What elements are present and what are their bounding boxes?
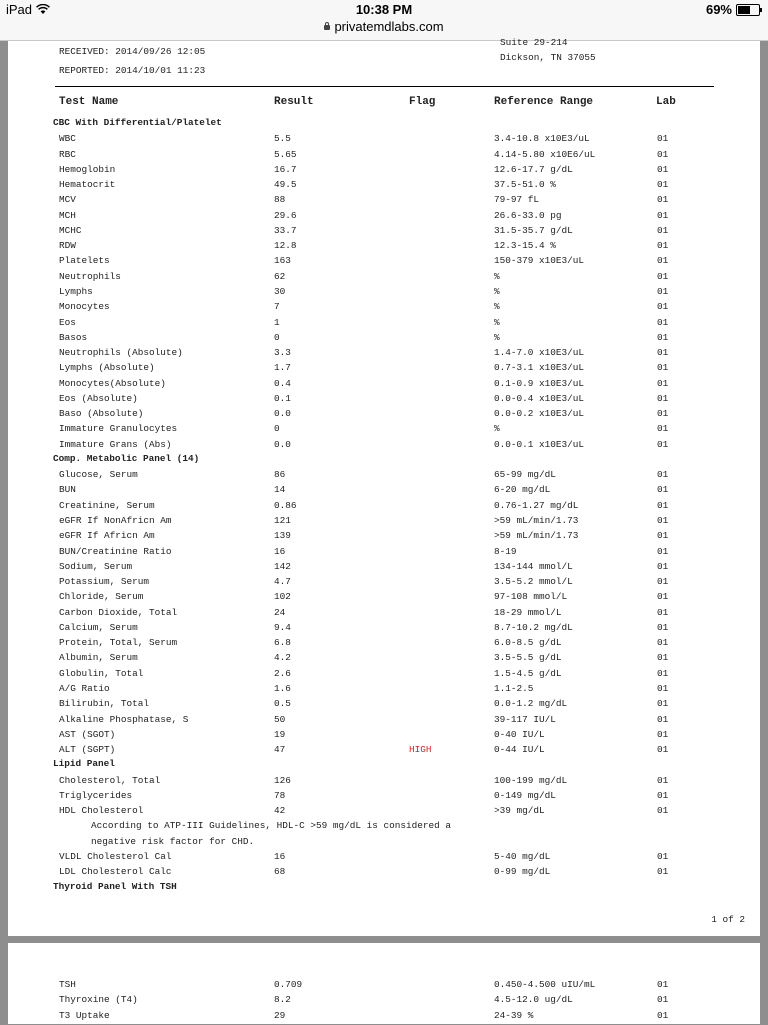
test-name: TSH [59, 979, 76, 990]
table-row [8, 561, 760, 576]
test-result: 5.5 [274, 133, 291, 145]
table-row [8, 393, 760, 408]
lab-code: 01 [657, 194, 669, 206]
table-row [8, 790, 760, 805]
test-name: Protein, Total, Serum [59, 637, 178, 649]
table-row [8, 469, 760, 484]
table-row [8, 622, 760, 637]
reference-range: 1.1-2.5 [494, 682, 534, 694]
test-name: Eos (Absolute) [59, 392, 138, 404]
lab-code: 01 [657, 652, 669, 664]
test-result: 42 [274, 805, 286, 817]
reference-range: >59 mL/min/1.73 [494, 515, 579, 527]
table-row [8, 362, 760, 377]
reference-range: 4.14-5.80 x10E6/uL [494, 148, 596, 160]
table-row [8, 378, 760, 393]
section-heading: Thyroid Panel With TSH [53, 880, 177, 892]
test-result: 8.2 [274, 994, 291, 1006]
test-name: Creatinine, Serum [59, 499, 155, 511]
reference-range: % [494, 331, 500, 343]
table-row [8, 775, 760, 790]
test-name: MCHC [59, 224, 82, 236]
report-page-1 [8, 37, 760, 936]
test-name: Eos [59, 316, 76, 328]
table-row [8, 179, 760, 194]
status-bar [0, 0, 768, 20]
reference-range: 0.0-0.4 x10E3/uL [494, 392, 585, 404]
lab-code: 01 [657, 560, 669, 572]
test-result: 30 [274, 285, 286, 297]
reference-range: 18-29 mmol/L [494, 606, 562, 618]
table-row [8, 546, 760, 561]
lab-code: 01 [657, 148, 669, 160]
test-result: 6.8 [274, 637, 291, 649]
lab-code: 01 [657, 1009, 669, 1021]
table-row [8, 866, 760, 881]
lab-code: 01 [657, 850, 669, 862]
table-row [8, 637, 760, 652]
table-row [8, 332, 760, 347]
test-name: Immature Grans (Abs) [59, 438, 172, 450]
section-heading: CBC With Differential/Platelet [53, 117, 222, 128]
table-row [8, 301, 760, 316]
reference-range: 0.76-1.27 mg/dL [494, 499, 579, 511]
lab-code: 01 [657, 682, 669, 694]
header-divider [55, 86, 714, 87]
table-row [8, 240, 760, 255]
test-name: ALT (SGPT) [59, 744, 116, 756]
table-row [8, 729, 760, 744]
lab-code: 01 [657, 255, 669, 267]
reference-range: 5-40 mg/dL [494, 850, 551, 862]
test-name: Platelets [59, 255, 110, 267]
lab-code: 01 [657, 484, 669, 496]
lab-code: 01 [657, 133, 669, 145]
test-name: Lymphs [59, 285, 93, 297]
lab-code: 01 [657, 270, 669, 282]
reference-range: 1.5-4.5 g/dL [494, 667, 562, 679]
lab-code: 01 [657, 408, 669, 420]
test-name: Chloride, Serum [59, 591, 144, 603]
test-result: 2.6 [274, 667, 291, 679]
page-number: 1 of 2 [711, 914, 745, 925]
lab-code: 01 [657, 392, 669, 404]
test-name: Monocytes(Absolute) [59, 377, 166, 389]
reference-range: 0.7-3.1 x10E3/uL [494, 362, 585, 374]
test-result: 4.2 [274, 652, 291, 664]
test-name: Basos [59, 331, 88, 343]
lab-code: 01 [657, 499, 669, 511]
table-row [8, 683, 760, 698]
reference-range: 0.0-0.2 x10E3/uL [494, 408, 585, 420]
test-result: 68 [274, 866, 286, 878]
test-result: 9.4 [274, 621, 291, 633]
test-result: 0.709 [274, 979, 303, 990]
column-reference-range: Reference Range [494, 96, 594, 108]
lab-code: 01 [657, 789, 669, 801]
reference-range: 97-108 mmol/L [494, 591, 568, 603]
test-result: 49.5 [274, 179, 297, 191]
test-result: 0 [274, 331, 280, 343]
test-name: Calcium, Serum [59, 621, 138, 633]
test-result: 88 [274, 194, 286, 206]
test-name: LDL Cholesterol Calc [59, 866, 172, 878]
lab-code: 01 [657, 347, 669, 359]
test-name: Glucose, Serum [59, 469, 138, 481]
table-row [8, 994, 760, 1009]
test-result: 0.0 [274, 438, 291, 450]
test-result: 1.6 [274, 682, 291, 694]
reference-range: 26.6-33.0 pg [494, 209, 562, 221]
test-name: Cholesterol, Total [59, 774, 161, 786]
reference-range: 0-44 IU/L [494, 744, 545, 756]
test-result: 16 [274, 850, 286, 862]
test-result: 3.3 [274, 347, 291, 359]
test-name: Monocytes [59, 301, 110, 313]
table-row [8, 194, 760, 209]
table-row [8, 225, 760, 240]
reference-range: 0.0-1.2 mg/dL [494, 698, 568, 710]
lab-code: 01 [657, 240, 669, 252]
lab-code: 01 [657, 316, 669, 328]
test-result: 102 [274, 591, 291, 603]
test-result: 4.7 [274, 576, 291, 588]
test-name: eGFR If Africn Am [59, 530, 155, 542]
test-name: T3 Uptake [59, 1009, 110, 1021]
test-name: WBC [59, 133, 76, 145]
reference-range: 24-39 % [494, 1009, 534, 1021]
lab-code: 01 [657, 576, 669, 588]
reference-range: % [494, 301, 500, 313]
lab-code: 01 [657, 667, 669, 679]
lab-code: 01 [657, 805, 669, 817]
reference-range: >59 mL/min/1.73 [494, 530, 579, 542]
reference-range: % [494, 270, 500, 282]
lab-code: 01 [657, 515, 669, 527]
reference-range: 12.6-17.7 g/dL [494, 163, 573, 175]
column-flag: Flag [409, 96, 436, 108]
reference-range: 37.5-51.0 % [494, 179, 556, 191]
test-name: Alkaline Phosphatase, S [59, 713, 189, 725]
reference-range: 150-379 x10E3/uL [494, 255, 585, 267]
test-result: 14 [274, 484, 286, 496]
table-row [8, 164, 760, 179]
table-row [8, 851, 760, 866]
reference-range: 65-99 mg/dL [494, 469, 556, 481]
table-row [8, 317, 760, 332]
address-line-1: Suite 29-214 [500, 37, 568, 48]
lab-code: 01 [657, 545, 669, 557]
result-note: negative risk factor for CHD. [91, 835, 255, 847]
status-right [706, 2, 760, 17]
lab-code: 01 [657, 637, 669, 649]
test-name: Hemoglobin [59, 163, 116, 175]
reference-range: 6-20 mg/dL [494, 484, 551, 496]
test-result: 12.8 [274, 240, 297, 252]
test-result: 0.1 [274, 392, 291, 404]
reference-range: % [494, 423, 500, 435]
lab-code: 01 [657, 530, 669, 542]
lab-code: 01 [657, 377, 669, 389]
reference-range: 39-117 IU/L [494, 713, 556, 725]
reference-range: 3.5-5.5 g/dL [494, 652, 562, 664]
test-name: MCV [59, 194, 76, 206]
lab-code: 01 [657, 179, 669, 191]
test-result: 5.65 [274, 148, 297, 160]
test-name: RDW [59, 240, 76, 252]
table-row [8, 149, 760, 164]
reference-range: 8-19 [494, 545, 517, 557]
test-name: BUN [59, 484, 76, 496]
lab-code: 01 [657, 362, 669, 374]
test-name: eGFR If NonAfricn Am [59, 515, 172, 527]
test-result: 47 [274, 744, 286, 756]
reference-range: % [494, 316, 500, 328]
test-name: Immature Granulocytes [59, 423, 178, 435]
table-row [8, 423, 760, 438]
address-line-2: Dickson, TN 37055 [500, 52, 596, 63]
column-lab: Lab [656, 96, 676, 108]
test-name: RBC [59, 148, 76, 160]
reference-range: 0-40 IU/L [494, 728, 545, 740]
test-result: 0.5 [274, 698, 291, 710]
table-row [8, 591, 760, 606]
test-result: 16.7 [274, 163, 297, 175]
lab-code: 01 [657, 163, 669, 175]
lab-code: 01 [657, 438, 669, 450]
test-result: 121 [274, 515, 291, 527]
test-result: 0.4 [274, 377, 291, 389]
reference-range: 0-149 mg/dL [494, 789, 556, 801]
lab-code: 01 [657, 994, 669, 1006]
test-result: 0 [274, 423, 280, 435]
test-name: Bilirubin, Total [59, 698, 150, 710]
column-result: Result [274, 96, 314, 108]
test-result: 33.7 [274, 224, 297, 236]
lab-code: 01 [657, 979, 669, 990]
lab-code: 01 [657, 301, 669, 313]
table-row [8, 255, 760, 270]
device-label: iPad [6, 2, 33, 17]
table-row [8, 133, 760, 148]
test-result: 19 [274, 728, 286, 740]
test-name: VLDL Cholesterol Cal [59, 850, 172, 862]
test-result: 7 [274, 301, 280, 313]
test-result: 126 [274, 774, 291, 786]
table-row [8, 805, 760, 820]
test-name: Potassium, Serum [59, 576, 150, 588]
lab-code: 01 [657, 621, 669, 633]
table-row [8, 484, 760, 499]
lab-code: 01 [657, 698, 669, 710]
result-note: According to ATP-III Guidelines, HDL-C >59 mg/dL is considered a [91, 820, 452, 832]
test-result: 139 [274, 530, 291, 542]
table-row [8, 1010, 760, 1025]
url-text[interactable]: privatemdlabs.com [334, 19, 444, 34]
report-page-2 [8, 943, 760, 1024]
test-name: Triglycerides [59, 789, 133, 801]
reference-range: 3.4-10.8 x10E3/uL [494, 133, 590, 145]
reported-date: REPORTED: 2014/10/01 11:23 [59, 65, 206, 76]
reference-range: 31.5-35.7 g/dL [494, 224, 573, 236]
lab-code: 01 [657, 285, 669, 297]
table-row [8, 515, 760, 530]
section-heading: Comp. Metabolic Panel (14) [53, 452, 200, 464]
test-name: Neutrophils [59, 270, 121, 282]
table-row [8, 347, 760, 362]
lab-code: 01 [657, 606, 669, 618]
table-row [8, 652, 760, 667]
reference-range: % [494, 285, 500, 297]
test-result: 0.86 [274, 499, 297, 511]
lab-code: 01 [657, 774, 669, 786]
lab-code: 01 [657, 224, 669, 236]
table-row [8, 698, 760, 713]
test-name: Lymphs (Absolute) [59, 362, 155, 374]
table-row [8, 979, 760, 994]
test-name: Globulin, Total [59, 667, 144, 679]
lab-code: 01 [657, 331, 669, 343]
table-row [8, 668, 760, 683]
table-row [8, 607, 760, 622]
table-row [8, 744, 760, 759]
reference-range: 12.3-15.4 % [494, 240, 556, 252]
reference-range: 0.450-4.500 uIU/mL [494, 979, 596, 990]
table-row [8, 210, 760, 225]
lab-code: 01 [657, 209, 669, 221]
test-result: 50 [274, 713, 286, 725]
table-row [8, 439, 760, 454]
table-row [8, 714, 760, 729]
test-result: 163 [274, 255, 291, 267]
battery-icon [736, 4, 760, 16]
reference-range: 134-144 mmol/L [494, 560, 573, 572]
test-name: MCH [59, 209, 76, 221]
received-date: RECEIVED: 2014/09/26 12:05 [59, 46, 206, 57]
lock-icon [324, 25, 330, 30]
test-result: 1.7 [274, 362, 291, 374]
reference-range: 1.4-7.0 x10E3/uL [494, 347, 585, 359]
status-time: 10:38 PM [355, 2, 413, 17]
column-test-name: Test Name [59, 96, 119, 108]
reference-range: 0.0-0.1 x10E3/uL [494, 438, 585, 450]
test-name: Baso (Absolute) [59, 408, 144, 420]
test-name: Albumin, Serum [59, 652, 138, 664]
reference-range: 6.0-8.5 g/dL [494, 637, 562, 649]
reference-range: >39 mg/dL [494, 805, 545, 817]
table-row [8, 408, 760, 423]
reference-range: 8.7-10.2 mg/dL [494, 621, 573, 633]
test-name: Carbon Dioxide, Total [59, 606, 178, 618]
test-result: 86 [274, 469, 286, 481]
reference-range: 3.5-5.2 mmol/L [494, 576, 573, 588]
test-name: A/G Ratio [59, 682, 110, 694]
test-name: Thyroxine (T4) [59, 994, 138, 1006]
test-name: AST (SGOT) [59, 728, 116, 740]
reference-range: 100-199 mg/dL [494, 774, 568, 786]
test-name: BUN/Creatinine Ratio [59, 545, 172, 557]
reference-range: 0.1-0.9 x10E3/uL [494, 377, 585, 389]
test-result: 29 [274, 1009, 286, 1021]
table-row [8, 576, 760, 591]
lab-code: 01 [657, 469, 669, 481]
test-name: HDL Cholesterol [59, 805, 144, 817]
lab-code: 01 [657, 866, 669, 878]
address-bar[interactable] [0, 20, 768, 41]
table-row [8, 530, 760, 545]
section-heading: Lipid Panel [53, 758, 115, 770]
battery-percent: 69% [705, 2, 732, 17]
test-result: 29.6 [274, 209, 297, 221]
test-name: Sodium, Serum [59, 560, 133, 572]
reference-range: 79-97 fL [494, 194, 540, 206]
lab-code: 01 [657, 744, 669, 756]
test-result: 142 [274, 560, 291, 572]
reference-range: 4.5-12.0 ug/dL [494, 994, 573, 1006]
test-result: 24 [274, 606, 286, 618]
test-name: Neutrophils (Absolute) [59, 347, 183, 359]
table-row [8, 286, 760, 301]
test-flag: HIGH [409, 744, 432, 756]
reference-range: 0-99 mg/dL [494, 866, 551, 878]
test-result: 0.0 [274, 408, 291, 420]
table-row [8, 271, 760, 286]
lab-code: 01 [657, 423, 669, 435]
lab-code: 01 [657, 713, 669, 725]
test-result: 78 [274, 789, 286, 801]
test-result: 62 [274, 270, 286, 282]
test-name: Hematocrit [59, 179, 116, 191]
lab-code: 01 [657, 591, 669, 603]
table-row [8, 500, 760, 515]
test-result: 16 [274, 545, 286, 557]
lab-code: 01 [657, 728, 669, 740]
test-result: 1 [274, 316, 280, 328]
